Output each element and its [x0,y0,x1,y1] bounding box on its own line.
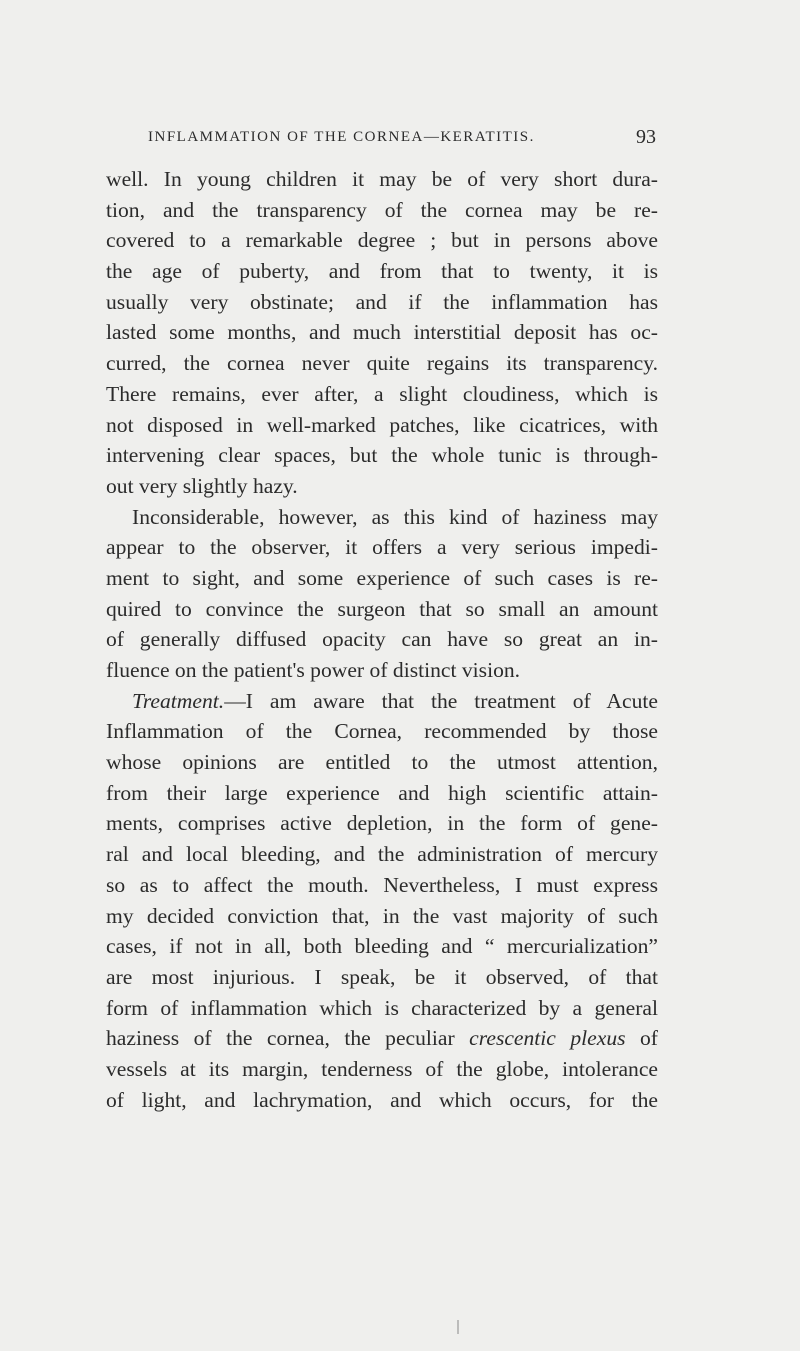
treatment-heading: Treatment. [132,688,225,713]
text-line: intervening clear spaces, but the whole tunic is through- [106,443,658,468]
text-line: covered to a remarkable degree ; but in persons above [106,228,658,253]
text-line [106,1023,658,1054]
text-run: —I am aware that the treatment of Acute [224,688,658,713]
text-line: appear to the observer, it offers a very serious impedi- [106,535,658,560]
text-line: tion, and the transparency of the cornea may be re- [106,197,658,222]
text-line: cases, if not in all, both bleeding and “ mercurialization” [106,934,658,959]
running-head [148,126,656,153]
text-line: whose opinions are entitled to the utmost attention, [106,750,658,775]
text-line: form of inflammation which is characterized by a general [106,995,658,1020]
text-line: curred, the cornea never quite regains its transparency. [106,351,658,376]
text-line: fluence on the patient's power of distinct vision. [106,658,521,682]
text-line: so as to affect the mouth. Nevertheless, I must express [106,872,658,897]
text-line: quired to convince the surgeon that so small an amount [106,596,658,621]
text-line [106,686,658,717]
text-line: ment to sight, and some experience of such cases is re- [106,565,658,590]
text-line: Inconsiderable, however, as this kind of haziness may [132,504,658,529]
text-line: vessels at its margin, tenderness of the globe, intolerance [106,1056,658,1081]
text-line: are most injurious. I speak, be it observed, of that [106,964,658,989]
text-line: from their large experience and high scientific attain- [106,780,658,805]
text-run: haziness of the cornea, the peculiar [106,1026,455,1051]
text-line: ral and local bleeding, and the administration of mercury [106,842,658,867]
text-line: lasted some months, and much interstitial deposit has oc- [106,320,658,345]
text-line: the age of puberty, and from that to twenty, it is [106,259,658,284]
body-text [106,164,658,1115]
crescentic-plexus-term: crescentic plexus [469,1026,626,1051]
text-line: There remains, ever after, a slight cloudiness, which is [106,381,658,406]
text-line: Inflammation of the Cornea, recommended by those [106,719,658,744]
text-line: of light, and lachrymation, and which occurs, for the [106,1087,658,1112]
text-line: not disposed in well-marked patches, like cicatrices, with [106,412,658,437]
text-line: well. In young children it may be of very short dura- [106,167,658,191]
text-run: of [625,1026,658,1051]
text-line: my decided conviction that, in the vast majority of such [106,903,658,928]
chapter-title: INFLAMMATION OF THE CORNEA—KERATITIS. [148,129,535,145]
page-number: 93 [636,126,656,148]
text-line: ments, comprises active depletion, in the form of gene- [106,811,658,836]
text-line: usually very obstinate; and if the inflammation has [106,289,658,314]
paper-speck [457,1320,459,1334]
text-line: out very slightly hazy. [106,473,298,498]
text-line: of generally diffused opacity can have so great an in- [106,627,658,652]
